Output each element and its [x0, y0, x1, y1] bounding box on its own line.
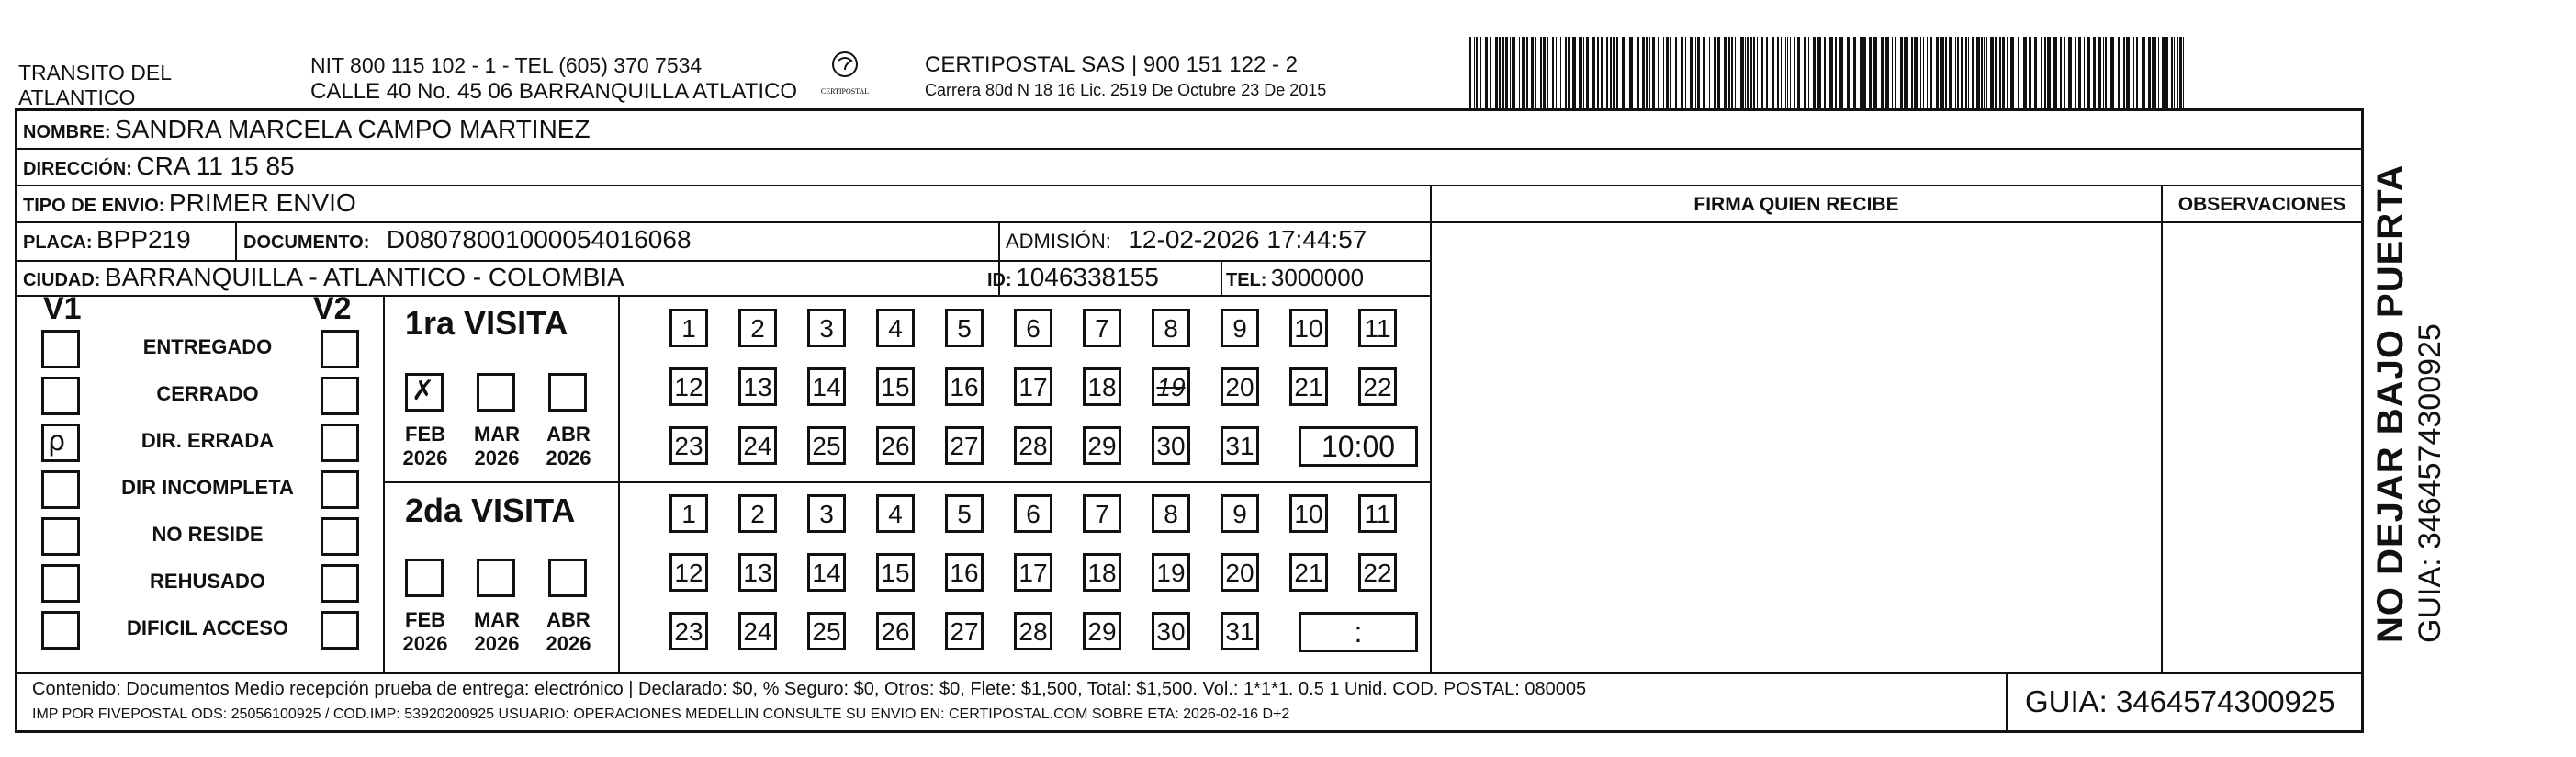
month-label	[469, 608, 524, 656]
admision-label: ADMISIÓN:	[1006, 230, 1111, 253]
status-label: DIFICIL ACCESO	[126, 616, 288, 639]
month-name: FEB	[405, 423, 445, 446]
month-label	[541, 423, 596, 470]
v1-checkbox[interactable]	[41, 424, 80, 462]
guia-footer: GUIA: 3464574300925	[2025, 684, 2335, 718]
day-box[interactable]: 16	[945, 553, 984, 592]
tipo-envio-value: PRIMER ENVIO	[168, 188, 356, 217]
signature-area[interactable]	[1434, 223, 2159, 671]
id-label: ID:	[987, 270, 1012, 290]
day-box[interactable]: 25	[807, 426, 846, 465]
v1-checkbox[interactable]	[41, 564, 80, 603]
check-mark: ρ	[48, 425, 66, 458]
day-box[interactable]: 8	[1152, 309, 1190, 347]
v2-checkbox[interactable]	[321, 611, 359, 650]
month-name: ABR	[546, 423, 591, 446]
placa-field	[23, 221, 191, 263]
status-label: CERRADO	[156, 382, 259, 405]
day-box[interactable]: 28	[1014, 426, 1052, 465]
day-box[interactable]: 14	[807, 367, 846, 406]
month-label	[469, 423, 524, 470]
direccion-label: DIRECCIÓN:	[23, 159, 132, 179]
v1-checkbox[interactable]	[41, 377, 80, 415]
day-box[interactable]: 18	[1083, 367, 1121, 406]
day-box[interactable]: 28	[1014, 612, 1052, 650]
day-box[interactable]: 13	[738, 553, 777, 592]
day-box[interactable]: 9	[1221, 309, 1259, 347]
nombre-field	[23, 111, 591, 153]
day-box[interactable]: 15	[876, 553, 915, 592]
day-box[interactable]: 2	[738, 494, 777, 533]
status-label: DIR. ERRADA	[141, 429, 275, 452]
placa-label: PLACA:	[23, 232, 93, 253]
documento-label: DOCUMENTO:	[243, 232, 370, 253]
month-year: 2026	[474, 446, 520, 469]
month-checkbox[interactable]	[405, 373, 444, 412]
day-box[interactable]: 16	[945, 367, 984, 406]
day-box[interactable]: 9	[1221, 494, 1259, 533]
day-box[interactable]: 14	[807, 553, 846, 592]
observaciones-column-header: OBSERVACIONES	[2177, 194, 2346, 215]
day-box[interactable]: 27	[945, 426, 984, 465]
v2-checkbox[interactable]	[321, 517, 359, 556]
day-box[interactable]: 22	[1358, 553, 1397, 592]
side-label	[2369, 164, 2448, 643]
courier-name: CERTIPOSTAL SAS | 900 151 122 - 2	[925, 52, 1298, 77]
tel-label: TEL:	[1226, 270, 1267, 290]
issuer-name	[18, 61, 172, 110]
month-checkbox[interactable]	[405, 559, 444, 597]
courier-address: Carrera 80d N 18 16 Lic. 2519 De Octubre 23 De 2015	[925, 81, 1327, 99]
month-year: 2026	[546, 632, 591, 655]
v1-checkbox[interactable]	[41, 470, 80, 509]
v1-checkbox[interactable]	[41, 517, 80, 556]
issuer-name-line1: TRANSITO DEL	[18, 61, 172, 85]
day-box[interactable]: 22	[1358, 367, 1397, 406]
month-year: 2026	[474, 632, 520, 655]
day-box[interactable]: 31	[1221, 612, 1259, 650]
day-box[interactable]: 26	[876, 612, 915, 650]
visit1-title: 1ra VISITA	[405, 304, 568, 342]
tipo-envio-label: TIPO DE ENVIO:	[23, 196, 165, 216]
issuer-address: CALLE 40 No. 45 06 BARRANQUILLA ATLATICO	[310, 79, 798, 104]
month-mark: ✗	[411, 375, 435, 407]
day-box[interactable]: 12	[669, 553, 708, 592]
day-box[interactable]: 20	[1221, 367, 1259, 406]
admision-value: 12-02-2026 17:44:57	[1128, 225, 1367, 254]
month-year: 2026	[546, 446, 591, 469]
day-box[interactable]: 11	[1358, 494, 1397, 533]
day-box[interactable]: 3	[807, 309, 846, 347]
month-year: 2026	[402, 632, 448, 655]
day-box[interactable]: 7	[1083, 494, 1121, 533]
barcode	[1469, 37, 2188, 108]
day-box[interactable]: 7	[1083, 309, 1121, 347]
observations-area[interactable]	[2165, 223, 2359, 671]
v2-header: V2	[313, 291, 352, 326]
visit2-title: 2da VISITA	[405, 491, 576, 529]
admision-field	[1006, 221, 1367, 263]
month-name: MAR	[473, 423, 521, 446]
nombre-label: NOMBRE:	[23, 122, 111, 142]
v2-checkbox[interactable]	[321, 424, 359, 462]
id-value: 1046338155	[1016, 263, 1159, 291]
status-label: ENTREGADO	[142, 335, 273, 358]
day-box[interactable]: 5	[945, 494, 984, 533]
day-box[interactable]: 27	[945, 612, 984, 650]
month-checkbox[interactable]	[548, 559, 587, 597]
logo-text: CERTIPOSTAL	[820, 87, 870, 96]
month-name: FEB	[405, 608, 445, 631]
issuer-nit: NIT 800 115 102 - 1 - TEL (605) 370 7534	[310, 53, 703, 77]
firma-column-header: FIRMA QUIEN RECIBE	[1693, 194, 1899, 215]
v1-header: V1	[43, 291, 82, 326]
day-box[interactable]: 21	[1289, 367, 1328, 406]
month-checkbox[interactable]	[477, 373, 515, 412]
day-box[interactable]: 4	[876, 309, 915, 347]
imp-text: IMP POR FIVEPOSTAL ODS: 25056100925 / COD.IMP: 53920200925 USUARIO: OPERACIONES MEDELLIN CONSULTE SU ENVIO EN: CERTIPOSTAL.COM SOBRE ETA: 2026-02-16 D+2	[32, 706, 1290, 722]
day-box[interactable]: 8	[1152, 494, 1190, 533]
day-box[interactable]: 17	[1014, 553, 1052, 592]
month-checkbox[interactable]	[477, 559, 515, 597]
v2-checkbox[interactable]	[321, 564, 359, 603]
id-field	[987, 259, 1159, 300]
status-label: NO RESIDE	[152, 523, 264, 546]
status-label: REHUSADO	[150, 570, 265, 593]
no-dejar-bajo-puerta: NO DEJAR BAJO PUERTA	[2370, 164, 2411, 643]
documento-value: D08078001000054016068	[386, 225, 692, 254]
tel-field	[1226, 259, 1364, 300]
placa-value: BPP219	[96, 225, 191, 254]
v2-checkbox[interactable]	[321, 377, 359, 415]
day-box[interactable]: 30	[1152, 426, 1190, 465]
day-box[interactable]: 18	[1083, 553, 1121, 592]
day-box[interactable]: 6	[1014, 494, 1052, 533]
month-year: 2026	[402, 446, 448, 469]
day-box[interactable]: 1	[669, 494, 708, 533]
month-name: MAR	[473, 608, 521, 631]
day-box[interactable]: 30	[1152, 612, 1190, 650]
month-name: ABR	[546, 608, 591, 631]
documento-field	[243, 221, 692, 263]
day-box[interactable]: 25	[807, 612, 846, 650]
delivery-form	[15, 108, 2364, 733]
tel-value: 3000000	[1270, 264, 1365, 291]
day-box[interactable]: 5	[945, 309, 984, 347]
day-box[interactable]: 3	[807, 494, 846, 533]
time-box[interactable]: 10:00	[1299, 426, 1418, 467]
month-checkbox[interactable]	[548, 373, 587, 412]
courier-info	[925, 51, 1326, 101]
v2-checkbox[interactable]	[321, 330, 359, 368]
direccion-value: CRA 11 15 85	[136, 152, 295, 180]
issuer-contact	[310, 53, 797, 106]
ciudad-value: BARRANQUILLA - ATLANTICO - COLOMBIA	[104, 263, 624, 291]
month-label	[398, 423, 453, 470]
month-label	[398, 608, 453, 656]
day-box[interactable]: 26	[876, 426, 915, 465]
day-box[interactable]: 24	[738, 612, 777, 650]
day-box[interactable]: 15	[876, 367, 915, 406]
guia-side: GUIA: 3464574300925	[2413, 323, 2447, 643]
day-box[interactable]: 23	[669, 426, 708, 465]
day-box[interactable]: 21	[1289, 553, 1328, 592]
nombre-value: SANDRA MARCELA CAMPO MARTINEZ	[115, 115, 591, 143]
certipostal-logo	[812, 46, 878, 97]
day-box[interactable]: 19	[1152, 367, 1190, 406]
direccion-field	[23, 148, 295, 189]
day-box[interactable]: 4	[876, 494, 915, 533]
day-box[interactable]: 29	[1083, 426, 1121, 465]
day-box[interactable]: 10	[1289, 494, 1328, 533]
month-label	[541, 608, 596, 656]
day-box[interactable]: 6	[1014, 309, 1052, 347]
status-label: DIR INCOMPLETA	[121, 476, 294, 499]
day-box[interactable]: 12	[669, 367, 708, 406]
day-box[interactable]: 13	[738, 367, 777, 406]
day-box[interactable]: 19	[1152, 553, 1190, 592]
day-box[interactable]: 20	[1221, 553, 1259, 592]
time-box[interactable]: :	[1299, 612, 1418, 652]
issuer-name-line2: ATLANTICO	[18, 85, 136, 109]
day-box[interactable]: 10	[1289, 309, 1328, 347]
day-box[interactable]: 2	[738, 309, 777, 347]
v1-checkbox[interactable]	[41, 611, 80, 650]
v2-checkbox[interactable]	[321, 470, 359, 509]
contenido-text: Contenido: Documentos Medio recepción prueba de entrega: electrónico | Declarado: $0, % Seguro: $0, Otros: $0, Flete: $1,500, Total: $1,500. Vol.: 1*1*1. 0.5 1 Unid. COD. POSTAL: 080005	[32, 679, 1587, 699]
day-box[interactable]: 31	[1221, 426, 1259, 465]
day-box[interactable]: 17	[1014, 367, 1052, 406]
v1-checkbox[interactable]	[41, 330, 80, 368]
day-box[interactable]: 29	[1083, 612, 1121, 650]
ciudad-label: CIUDAD:	[23, 270, 101, 290]
day-box[interactable]: 1	[669, 309, 708, 347]
day-box[interactable]: 11	[1358, 309, 1397, 347]
day-box[interactable]: 24	[738, 426, 777, 465]
tipo-envio-field	[23, 185, 356, 226]
day-box[interactable]: 23	[669, 612, 708, 650]
